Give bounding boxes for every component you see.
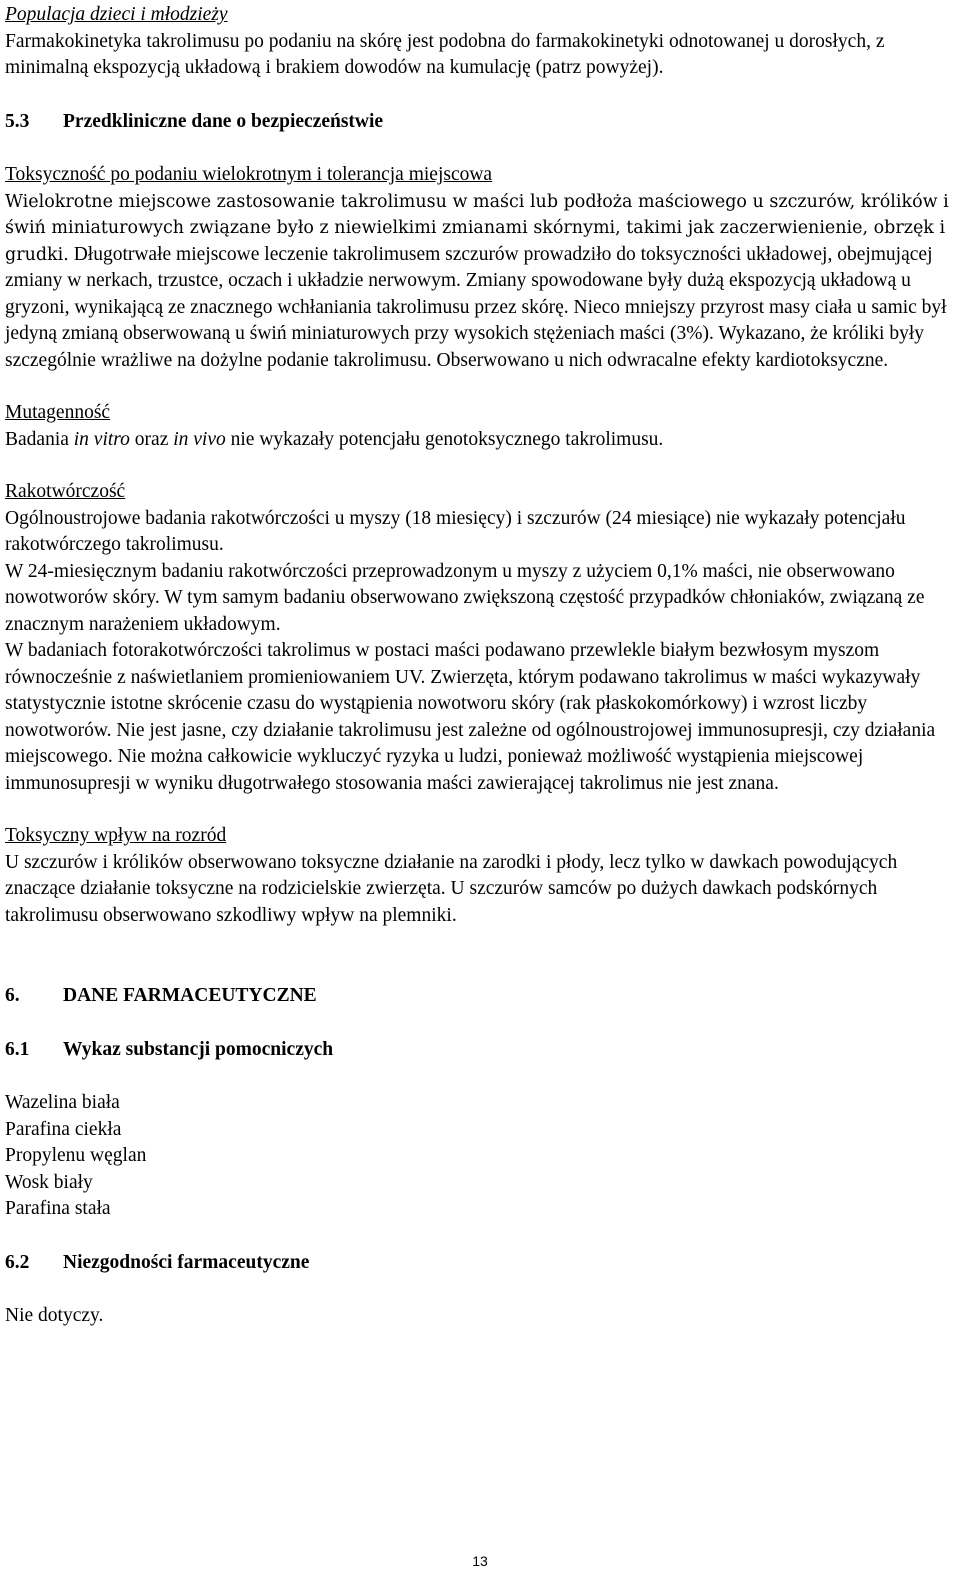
list-item: Wazelina biała <box>5 1092 120 1113</box>
mutagenicity-paragraph <box>5 427 955 454</box>
reproduction-text: U szczurów i królików obserwowano toksyczne działanie na zarodki i płody, lecz tylko w dawkach powodujących znaczące działanie toksyczne na rodzicielskie zwierzęta. U szczurów samców po dużych dawkach podskórnych takrolimusu obserwowano szkodliwy wpływ na plemniki. <box>5 851 898 926</box>
tox-heading: Toksyczność po podaniu wielokrotnym i tolerancja miejscowa <box>5 164 493 185</box>
tox-text-a: Wielokrotne miejscowe zastosowanie takrolimusu w maści lub podłoża maściowego u szczurów, królików i świń miniaturowych związane było z niewielkimi zmianami skórnymi, takimi jak zaczerwienienie, obrzęk i grudki. <box>5 191 949 265</box>
mutagenicity-heading: Mutagenność <box>5 402 111 423</box>
muta-text-1: Badania <box>5 428 74 450</box>
muta-in-vitro: in vitro <box>73 428 130 450</box>
carcinogenicity-text-2: W 24-miesięcznym badaniu rakotwórczości przeprowadzonym u myszy z użyciem 0,1% maści, nie obserwowano nowotworów skóry. W tym samym badaniu obserwowano zwiększoną częstość przypadków chłoniaków, związaną ze znacznym narażeniem układowym. <box>5 560 925 635</box>
tox-text-b: Długotrwałe miejscowe leczenie takrolimusem szczurów prowadziło do toksyczności układowej, obejmującej zmiany w nerkach, trzustce, oczach i układzie nerwowym. Zmiany spowodowane były dużą ekspozycją układową u gryzoni, wynikającą ze znacznego wchłaniania takrolimusu przez skórę. Nieco mniejszy przyrost masy ciała u samic był jedyną zmianą obserwowaną u świń miniaturowych przy wysokich stężeniach maści (3%). Wykazano, że króliki były szczególnie wrażliwe na dożylne podanie takrolimusu. Obserwowano u nich odwracalne efekty kardiotoksyczne. <box>5 243 947 371</box>
excipients-list <box>5 1090 955 1223</box>
carcinogenicity-heading: Rakotwórczość <box>5 481 126 502</box>
section-6-2-heading <box>5 1250 955 1277</box>
section-title: Wykaz substancji pomocniczych <box>63 1038 334 1060</box>
muta-text-2: oraz <box>129 428 174 450</box>
list-item: Wosk biały <box>5 1171 93 1193</box>
section-number: 5.3 <box>5 110 30 132</box>
section-6-heading <box>5 983 955 1010</box>
section-number: 6.2 <box>5 1251 30 1273</box>
section-5-3-heading <box>5 109 955 136</box>
reproduction-heading: Toksyczny wpływ na rozród <box>5 825 227 846</box>
children-text: Farmakokinetyka takrolimusu po podaniu na skórę jest podobna do farmakokinetyki odnotowanej u dorosłych, z minimalną ekspozycją układową i brakiem dowodów na kumulację (patrz powyżej). <box>5 30 885 78</box>
carcinogenicity-text-1: Ogólnoustrojowe badania rakotwórczości u myszy (18 miesięcy) i szczurów (24 miesiące) nie wykazały potencjału rakotwórczego takrolimusu. <box>5 507 906 555</box>
section-6-1-heading <box>5 1037 955 1064</box>
list-item: Parafina ciekła <box>5 1118 122 1140</box>
list-item: Parafina stała <box>5 1198 111 1219</box>
section-title: DANE FARMACEUTYCZNE <box>63 985 317 1006</box>
section-title: Niezgodności farmaceutyczne <box>63 1251 310 1273</box>
children-heading: Populacja dzieci i młodzieży <box>5 4 228 25</box>
muta-in-vivo: in vivo <box>173 428 226 450</box>
document-page <box>5 2 955 1330</box>
list-item: Propylenu węglan <box>5 1145 147 1166</box>
carcinogenicity-text-3: W badaniach fotorakotwórczości takrolimus w postaci maści podawano przewlekle białym bezwłosym myszom równocześnie z naświetlaniem promieniowaniem UV. Zwierzęta, którym podawano takrolimus w maści wykazywały statystycznie istotne skrócenie czasu do wystąpienia nowotworu skóry (rak płaskokomórkowy) i wzrost liczby nowotworów. Nie jest jasne, czy działanie takrolimusu jest zależne od ogólnoustrojowej immunosupresji, czy działania miejscowego. Nie można całkowicie wykluczyć ryzyka u ludzi, ponieważ możliwość wystąpienia miejscowej immunosupresji w wyniku długotrwałego stosowania maści zawierającej takrolimus nie jest znana. <box>5 640 936 794</box>
tox-paragraph <box>5 189 955 375</box>
section-number: 6. <box>5 985 20 1006</box>
page-number: 13 <box>472 1553 488 1569</box>
section-number: 6.1 <box>5 1038 30 1060</box>
incompatibilities-text: Nie dotyczy. <box>5 1305 104 1326</box>
section-title: Przedkliniczne dane o bezpieczeństwie <box>63 110 384 132</box>
muta-text-3: nie wykazały potencjału genotoksycznego takrolimusu. <box>225 428 664 450</box>
